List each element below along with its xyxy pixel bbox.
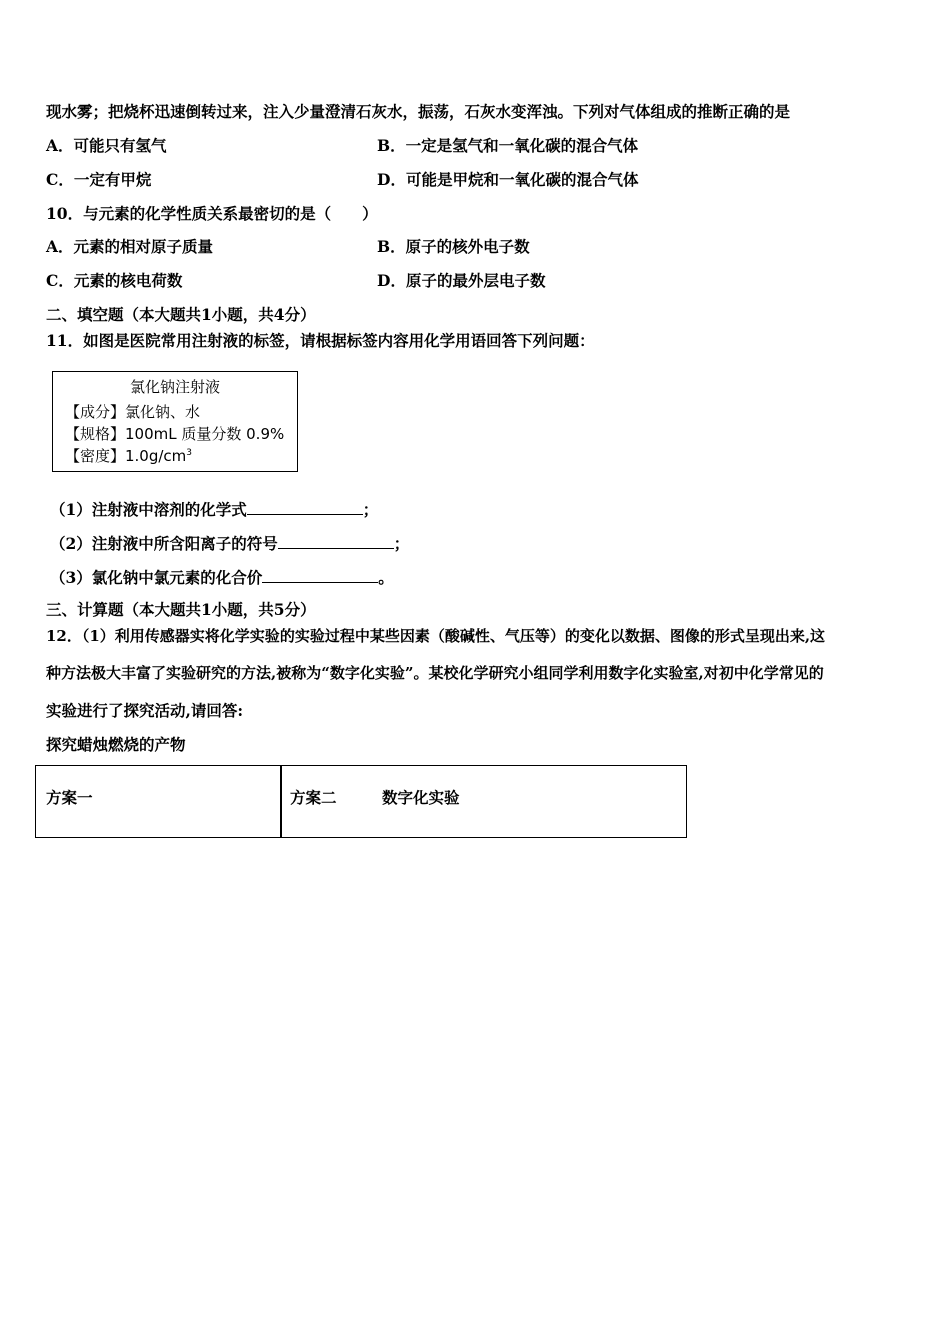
q11-sub3 bbox=[50, 567, 394, 588]
q11-sub1-text: （1）注射液中溶剂的化学式 bbox=[50, 500, 247, 519]
q11-sub1-blank[interactable] bbox=[247, 499, 363, 515]
q11-sub1-end: ； bbox=[362, 500, 379, 519]
q9-option-c: C．一定有甲烷 bbox=[46, 170, 152, 189]
q11-sub2-blank[interactable] bbox=[278, 533, 394, 549]
q9-option-a: A．可能只有氢气 bbox=[46, 136, 167, 155]
section-3-heading: 三、计算题（本大题共1小题，共5分） bbox=[46, 600, 316, 619]
q10-stem: 10．与元素的化学性质关系最密切的是（ ） bbox=[46, 204, 378, 223]
q11-sub3-end: 。 bbox=[378, 568, 394, 587]
q9-stem-tail: 现水雾；把烧杯迅速倒转过来，注入少量澄清石灰水，振荡，石灰水变浑浊。下列对气体组成的推断正确的是 bbox=[46, 102, 791, 121]
injection-label-spec: 【规格】100mL 质量分数 0.9% bbox=[65, 425, 285, 443]
q11-sub2-end: ； bbox=[393, 534, 410, 553]
q11-sub3-text: （3）氯化钠中氯元素的化合价 bbox=[50, 568, 263, 587]
injection-label-density-text: 【密度】1.0g/cm bbox=[65, 447, 187, 465]
q11-stem: 11．如图是医院常用注射液的标签，请根据标签内容用化学用语回答下列问题： bbox=[46, 331, 595, 350]
experiment-plan-table bbox=[35, 765, 687, 838]
q11-sub3-blank[interactable] bbox=[262, 567, 378, 583]
q9-option-d: D．可能是甲烷和一氧化碳的混合气体 bbox=[377, 170, 639, 189]
table-divider bbox=[280, 766, 282, 837]
q12-line-2: 种方法极大丰富了实验研究的方法,被称为“数字化实验”。某校化学研究小组同学利用数字化实验室,对初中化学常见的 bbox=[46, 664, 824, 682]
injection-label-density bbox=[65, 446, 192, 466]
q10-option-c: C．元素的核电荷数 bbox=[46, 271, 183, 290]
table-cell-plan-1: 方案一 bbox=[46, 788, 93, 807]
q12-line-4: 探究蜡烛燃烧的产物 bbox=[46, 735, 186, 754]
q11-sub2-text: （2）注射液中所含阳离子的符号 bbox=[50, 534, 278, 553]
q11-sub2 bbox=[50, 533, 409, 554]
q10-option-d: D．原子的最外层电子数 bbox=[377, 271, 546, 290]
table-cell-plan-2: 方案二 bbox=[290, 788, 337, 807]
q12-line-1: 12．（1）利用传感器实将化学实验的实验过程中某些因素（酸碱性、气压等）的变化以数据、图像的形式呈现出来,这 bbox=[46, 627, 826, 645]
q12-line-3: 实验进行了探究活动,请回答: bbox=[46, 701, 244, 720]
injection-label-title: 氯化钠注射液 bbox=[129, 378, 220, 396]
q11-sub1 bbox=[50, 499, 378, 520]
injection-label-ingredients: 【成分】氯化钠、水 bbox=[65, 403, 201, 421]
table-cell-digital-experiment: 数字化实验 bbox=[382, 788, 460, 807]
q10-option-a: A．元素的相对原子质量 bbox=[46, 237, 214, 256]
section-2-heading: 二、填空题（本大题共1小题，共4分） bbox=[46, 305, 316, 324]
injection-label bbox=[52, 371, 298, 472]
q10-option-b: B．原子的核外电子数 bbox=[377, 237, 530, 256]
injection-label-density-sup: 3 bbox=[186, 448, 193, 458]
q9-option-b: B．一定是氢气和一氧化碳的混合气体 bbox=[377, 136, 639, 155]
